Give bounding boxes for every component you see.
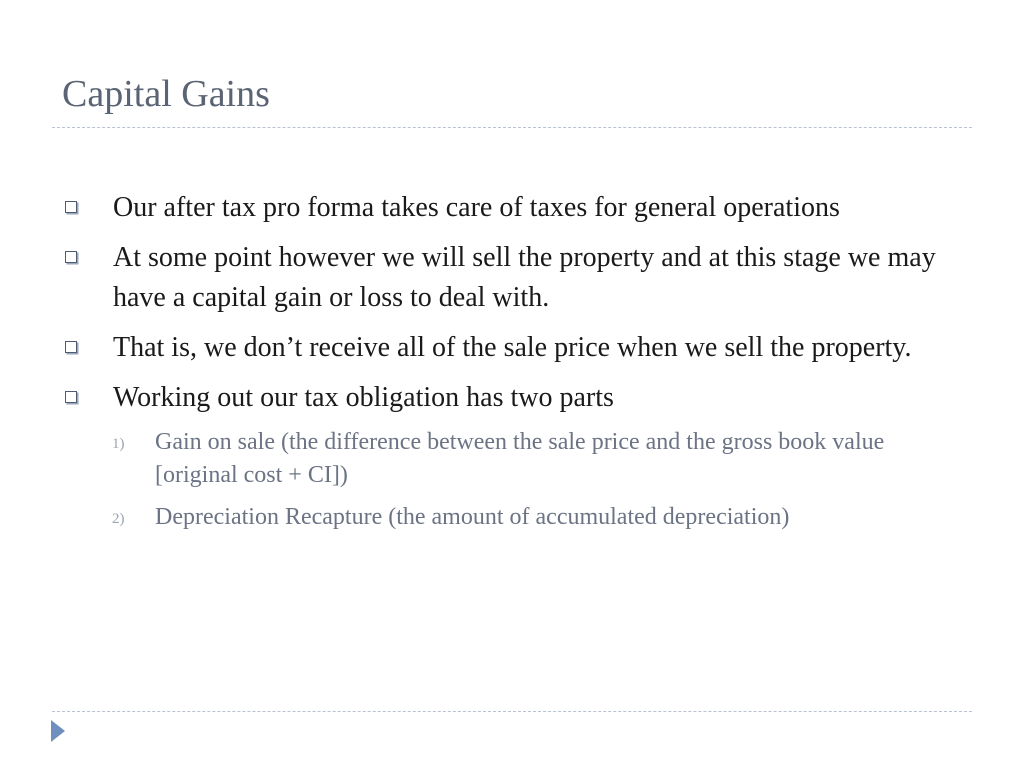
sublist-number: 1) [112,436,125,452]
footer-divider [52,711,972,712]
numbered-sublist [62,426,962,534]
title-divider [52,127,972,128]
bullet-text: At some point however we will sell the property and at this stage we may have a capital gain or loss to deal with. [113,242,936,313]
sublist-text: Gain on sale (the difference between the sale price and the gross book value [original cost + CI]) [155,429,885,488]
square-bullet-icon [65,341,77,353]
square-bullet-icon [65,391,77,403]
sublist-number: 2) [112,511,125,527]
bullet-item [62,238,962,318]
play-arrow-icon[interactable] [51,720,65,742]
bullet-text: Working out our tax obligation has two parts [113,382,614,413]
slide-title: Capital Gains [62,73,270,115]
bullet-item [62,188,962,228]
square-bullet-icon [65,201,77,213]
bullet-item [62,328,962,368]
square-bullet-icon [65,251,77,263]
slide-body [62,188,962,543]
sublist-item [62,501,962,534]
bullet-text: Our after tax pro forma takes care of taxes for general operations [113,192,840,223]
bullet-text: That is, we don’t receive all of the sale price when we sell the property. [113,332,912,363]
sublist-item [62,426,962,492]
bullet-item [62,378,962,418]
sublist-text: Depreciation Recapture (the amount of accumulated depreciation) [155,504,790,530]
